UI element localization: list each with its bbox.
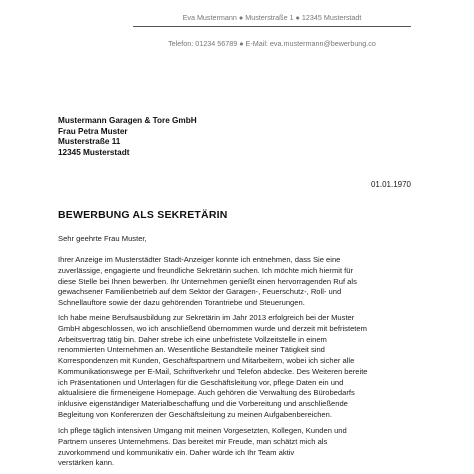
paragraph-line: Arbeitsvertrag tätig bin. Daher strebe ich eine unbefristete Vollzeitstelle in einem — [58, 334, 327, 344]
letter-date: 01.01.1970 — [370, 180, 411, 189]
body-paragraph-3 — [58, 426, 418, 469]
paragraph-line: zuverlässige, engagierte und freundliche Sekretärin suchen. Ich möchte mich hiermit für — [58, 265, 354, 275]
letterhead-divider — [133, 26, 411, 27]
paragraph-line: diese Stelle bei Ihnen bewerben. Ihr Unternehmen genießt einen hervorragenden Ruf als — [58, 276, 357, 286]
paragraph-line: Begleitung von Konferenzen der Geschäftsleitung zu meinen Aufgabenbereichen. — [58, 409, 332, 419]
paragraph-line: aktualisiere die firmeneigene Homepage. Auch gehören die Verwaltung des Bürobedarfs — [58, 388, 355, 398]
paragraph-line: GmbH abgeschlossen, wo ich anschließend übernommen wurde und derzeit mit befristetem — [58, 323, 367, 333]
recipient-address-block — [58, 116, 197, 158]
paragraph-line: Partnern unseres Unternehmens. Das bereitet mir Freude, man schätzt mich als — [58, 436, 328, 446]
paragraph-line: Schnellauftore sowie der dazu gehörenden Torantriebe und Steuerungen. — [58, 298, 305, 307]
recipient-company: Mustermann Garagen & Tore GmbH — [58, 116, 197, 125]
body-paragraph-2 — [58, 313, 418, 421]
letter-subject: BEWERBUNG ALS SEKRETÄRIN — [58, 209, 228, 221]
paragraph-line: zuvorkommend und kommunikativ ein. Daher würde ich Ihr Team aktiv — [58, 447, 295, 457]
letter-salutation: Sehr geehrte Frau Muster, — [58, 234, 147, 243]
recipient-contact-person: Frau Petra Muster — [58, 126, 128, 136]
paragraph-line: gewachsener Familienbetrieb auf dem Sektor der Garagen-, Feuerschutz-, Roll- und — [58, 287, 342, 297]
paragraph-line: verstärken kann. — [58, 458, 115, 468]
paragraph-line: renommierten Unternehmen an. Wesentliche Bestandteile meiner Tätigkeit sind — [58, 345, 325, 355]
paragraph-line: Korrespondenzen mit Kunden, Geschäftspartnern und Mitarbeitern, wobei ich sicher alle — [58, 356, 355, 365]
paragraph-line: Ihrer Anzeige im Musterstädter Stadt-Anzeiger konnte ich entnehmen, dass Sie eine — [58, 255, 341, 264]
sender-contact-line: Telefon: 01234 56789 ● E-Mail: eva.mustermann@bewerbung.co — [168, 39, 376, 48]
paragraph-line: Kommunikationswege per E-Mail, Schriftverkehr und Telefon abdecke. Des Weiteren bereite — [58, 366, 368, 376]
recipient-street: Musterstraße 11 — [58, 137, 121, 146]
paragraph-line: inklusive eigenständiger Materialbeschaffung und die Vorbereitung und anschließende — [58, 399, 348, 408]
body-paragraph-1 — [58, 255, 418, 309]
paragraph-line: Ich pflege täglich intensiven Umgang mit meinen Vorgesetzten, Kollegen, Kunden und — [58, 426, 347, 435]
paragraph-line: ich Präsentationen und Unterlagen für die Geschäftsleitung vor, pflege Daten ein und — [58, 377, 344, 387]
paragraph-line: Ich habe meine Berufsausbildung zur Sekretärin im Jahr 2013 erfolgreich bei der Muster — [58, 313, 355, 322]
sender-address-line: Eva Mustermann ● Musterstraße 1 ● 12345 Musterstadt — [182, 13, 362, 22]
recipient-city: 12345 Musterstadt — [58, 147, 130, 157]
